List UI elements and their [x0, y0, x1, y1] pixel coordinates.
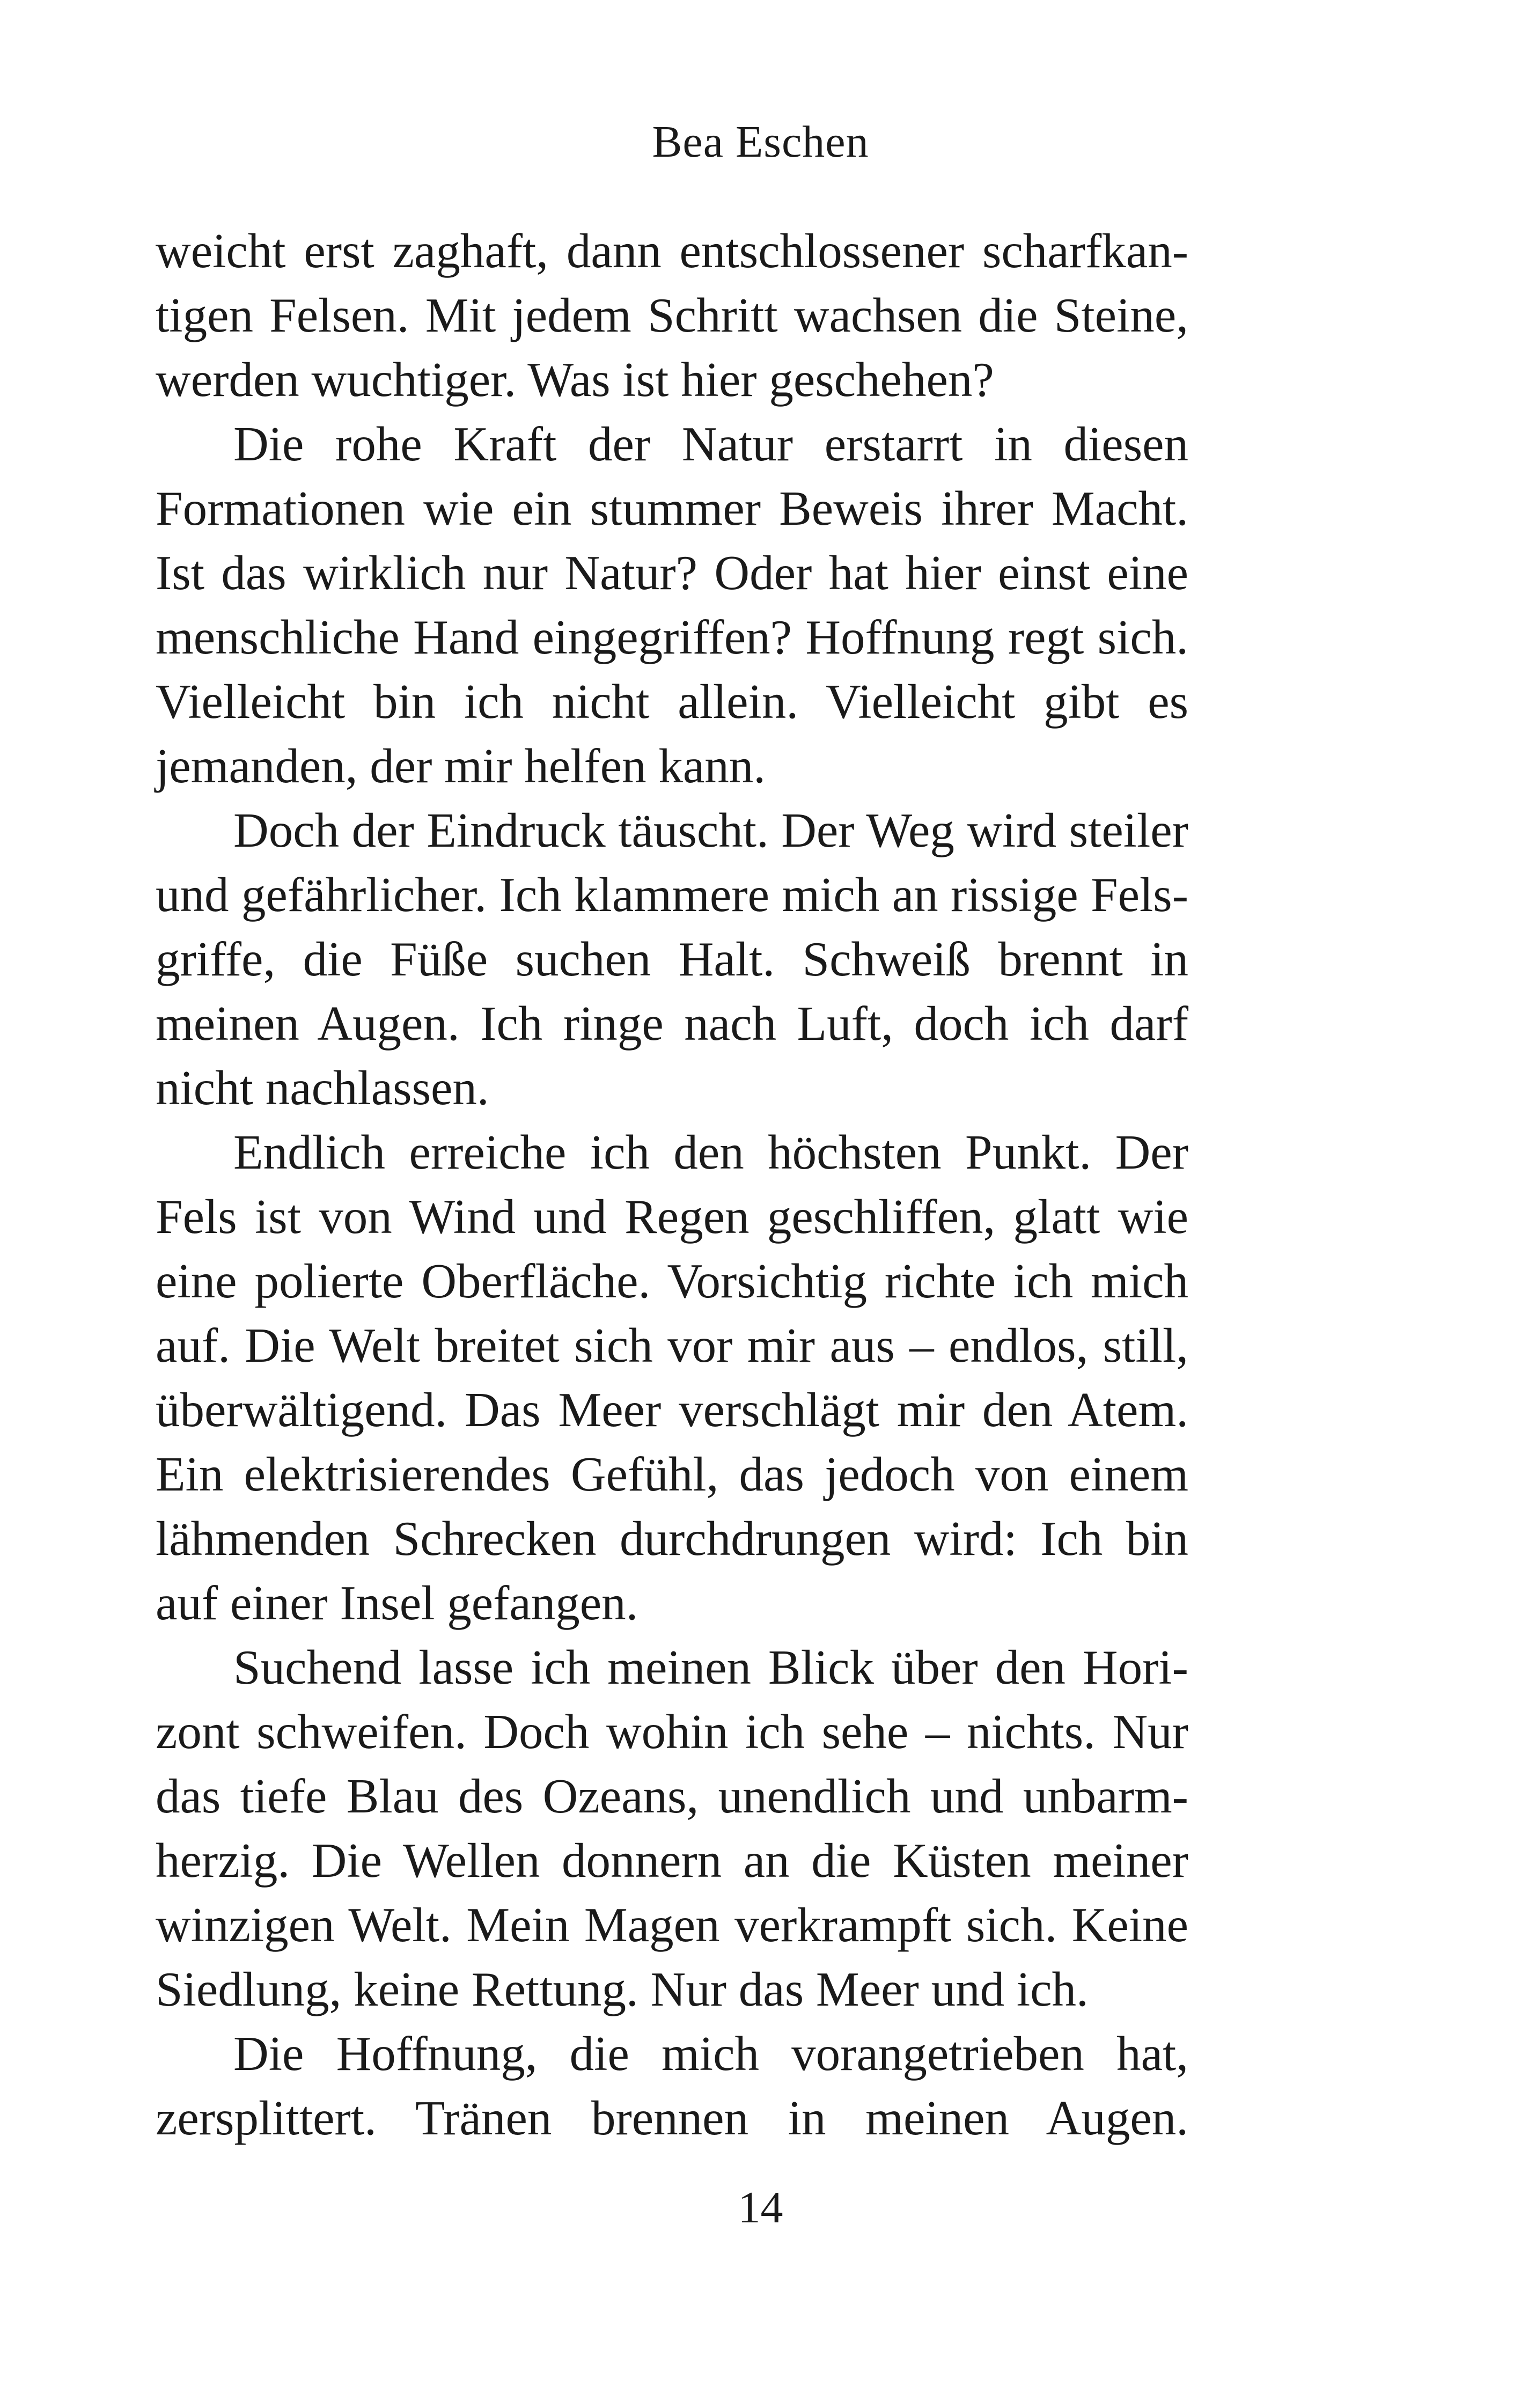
- text-line: Doch der Eindruck täuscht. Der Weg wird steiler: [233, 803, 1188, 857]
- text-line: das tiefe Blau des Ozeans, unendlich und unbarm-: [156, 1769, 1188, 1823]
- text-line: Siedlung, keine Rettung. Nur das Meer und ich.: [156, 1962, 1089, 2016]
- text-line: weicht erst zaghaft, dann entschlossener scharfkan-: [156, 224, 1188, 278]
- text-line: zersplittert. Tränen brennen in meinen Augen.: [156, 2091, 1188, 2145]
- page-number: 14: [738, 2183, 783, 2233]
- text-line: tigen Felsen. Mit jedem Schritt wachsen die Steine,: [156, 288, 1188, 342]
- text-line: jemanden, der mir helfen kann.: [156, 739, 766, 793]
- text-line: werden wuchtiger. Was ist hier geschehen?: [156, 353, 994, 407]
- body-text: [156, 219, 1188, 2150]
- text-line: herzig. Die Wellen donnern an die Küsten meiner: [156, 1833, 1188, 1888]
- text-line: Ist das wirklich nur Natur? Oder hat hier einst eine: [156, 546, 1188, 600]
- text-line: überwältigend. Das Meer verschlägt mir den Atem.: [156, 1383, 1188, 1437]
- text-line: und gefährlicher. Ich klammere mich an rissige Fels-: [156, 868, 1188, 922]
- text-line: griffe, die Füße suchen Halt. Schweiß brennt in: [156, 932, 1188, 986]
- text-line: auf. Die Welt breitet sich vor mir aus – endlos, still,: [156, 1318, 1188, 1372]
- text-line: eine polierte Oberfläche. Vorsichtig richte ich mich: [156, 1254, 1188, 1308]
- text-line: auf einer Insel gefangen.: [156, 1576, 638, 1630]
- running-header-author: Bea Eschen: [652, 117, 869, 167]
- text-line: menschliche Hand eingegriffen? Hoffnung regt sich.: [156, 610, 1188, 664]
- text-line: winzigen Welt. Mein Magen verkrampft sich. Keine: [156, 1898, 1188, 1952]
- text-line: lähmenden Schrecken durchdrungen wird: Ich bin: [156, 1511, 1188, 1566]
- text-line: Die Hoffnung, die mich vorangetrieben hat,: [233, 2027, 1188, 2081]
- text-line: Suchend lasse ich meinen Blick über den Hori-: [233, 1640, 1188, 1694]
- text-line: meinen Augen. Ich ringe nach Luft, doch ich darf: [156, 996, 1188, 1051]
- text-line: Die rohe Kraft der Natur erstarrt in diesen: [233, 417, 1188, 471]
- text-line: Vielleicht bin ich nicht allein. Vielleicht gibt es: [156, 674, 1188, 729]
- text-line: Formationen wie ein stummer Beweis ihrer Macht.: [156, 481, 1188, 535]
- text-line: Fels ist von Wind und Regen geschliffen, glatt wie: [156, 1190, 1188, 1244]
- text-line: Ein elektrisierendes Gefühl, das jedoch von einem: [156, 1447, 1188, 1501]
- text-line: nicht nachlassen.: [156, 1061, 489, 1115]
- text-line: zont schweifen. Doch wohin ich sehe – nichts. Nur: [156, 1705, 1188, 1759]
- text-line: Endlich erreiche ich den höchsten Punkt. Der: [233, 1125, 1188, 1179]
